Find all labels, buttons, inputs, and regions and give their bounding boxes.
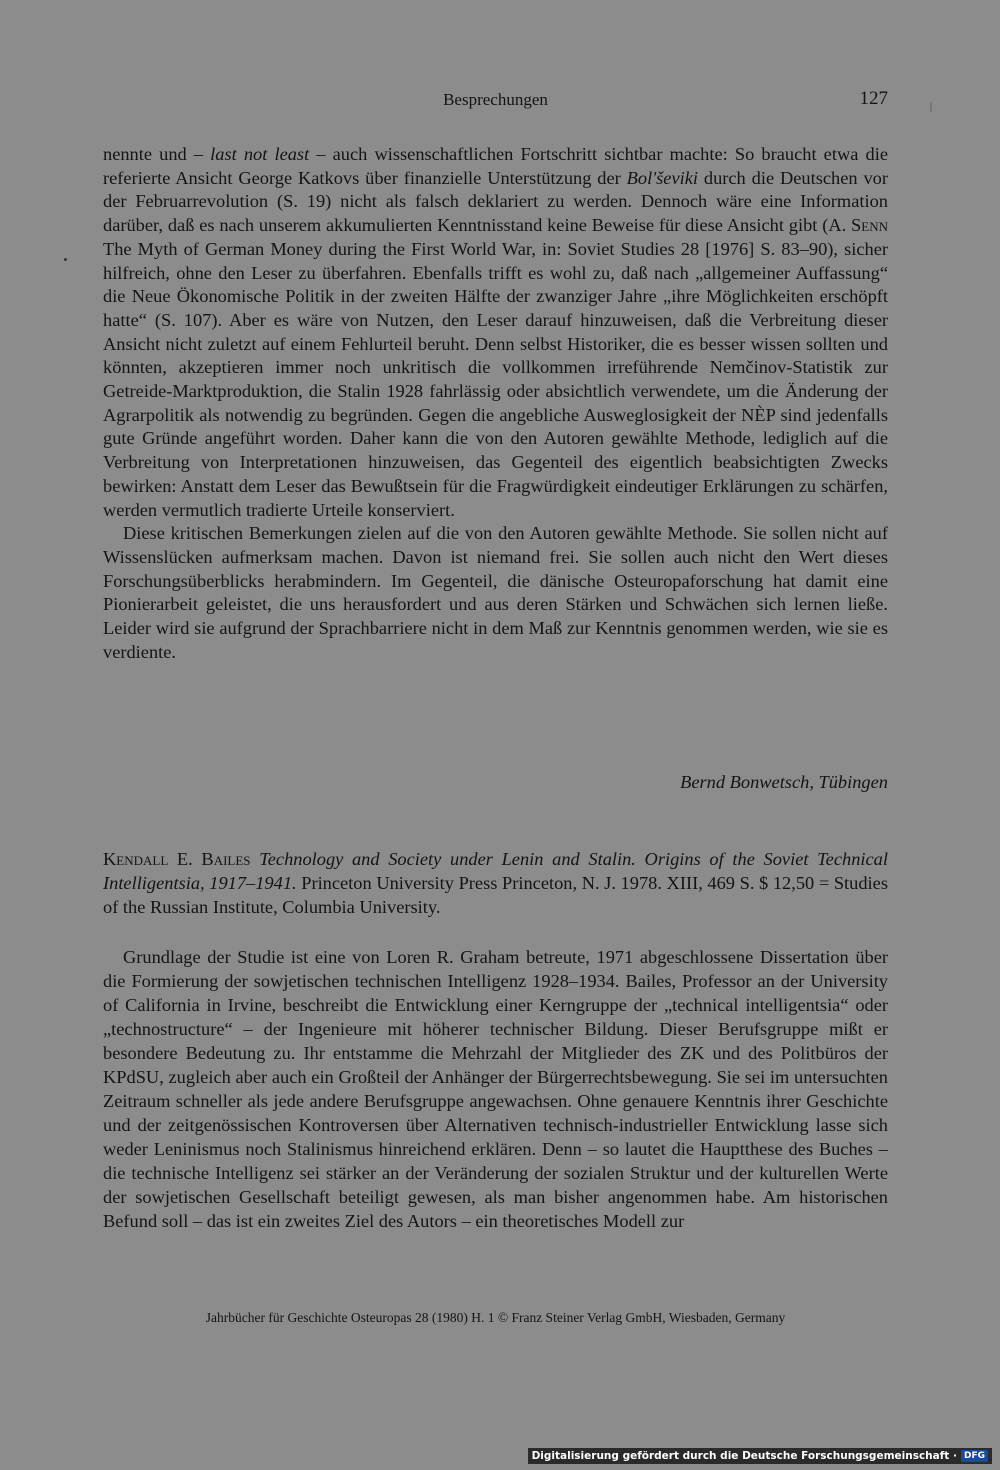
book-author: Kendall E. Bailes: [103, 849, 251, 869]
book-reference: [103, 847, 888, 919]
dfg-logo: DFG: [961, 1450, 988, 1462]
text-run: – auch wissenschaftlichen Fortschritt sichtbar machte: So braucht etwa die referierte Ansicht George Katkovs über finanzielle Unterstützung der: [103, 144, 888, 188]
review-continuation: [103, 143, 888, 664]
text-run: The Myth of German Money during the First World War, in: Soviet Studies 28 [1976] S. 83–90), sicher hilfreich, ohne den Leser zu überfahren. Ebenfalls trifft es wohl zu, daß nach „allgemeiner Auffassung“ die Neue Ökonomische Politik in der zweiten Hälfte der zwanziger Jahre „ihre Möglichkeiten erschöpft hatte“ (S. 107). Aber es wäre von Nutzen, den Leser darauf hinzuweisen, daß die Verbreitung dieser Ansicht nicht zuletzt auf einem Fehlurteil beruht. Denn selbst Historiker, die es besser wissen sollten und könnten, akzeptieren immer noch unkritisch die vollkommen irreführende Nemčinov-Statistik zur Getreide-Marktproduktion, die Stalin 1928 fahrlässig oder absichtlich verwendete, um die Änderung der Agrarpolitik als notwendig zu begründen. Gegen die angebliche Ausweglosigkeit der NÈP sind jedenfalls gute Gründe angeführt worden. Daher kann die von den Autoren gewählte Methode, lediglich auf die Verbreitung von Interpretationen hinzuweisen, das Gegenteil des eigentlich beabsichtigten Zwecks bewirken: Anstatt dem Leser das Bewußtsein für die Fragwürdigkeit eindeutiger Erklärungen zu schärfen, werden vermutlich tradierte Urteile konserviert.: [103, 238, 888, 520]
page-number: 127: [859, 88, 888, 109]
review-2-body: [103, 945, 888, 1233]
page-footer-citation: Jahrbücher für Geschichte Osteuropas 28 (1980) H. 1 © Franz Steiner Verlag GmbH, Wiesbaden, Germany: [205, 1310, 786, 1325]
running-head: [103, 88, 888, 114]
text-run: nennte und –: [103, 144, 211, 164]
dfg-banner: [528, 1448, 992, 1464]
text-run: durch die Deutschen vor der Februarrevolution (S. 19) nicht als falsch deklariert zu werden. Dennoch wäre eine Information darüber, daß es nach unserem akkumulierten Kenntnisstand keine Beweise für diese Ansicht gibt (A.: [103, 167, 888, 236]
book-title: Technology and Society under Lenin and Stalin. Origins of the Soviet Technical Intelligentsia, 1917–1941.: [103, 849, 888, 893]
review-2-paragraph-1: Grundlage der Studie ist eine von Loren R. Graham betreute, 1971 abgeschlossene Dissertation über die Formierung der sowjetischen technischen Intelligenz 1928–1934. Bailes, Professor an der University of California in Irvine, beschreibt die Entwicklung einer Kerngruppe der „technical intelligentsia“ oder „technostructure“ – der Ingenieure mit höherer technischer Bildung. Dieser Berufsgruppe mißt er besondere Bedeutung zu. Ihr entstamme die Mehrzahl der Mitglieder des ZK und des Politbüros der KPdSU, zugleich aber auch ein Großteil der Anhänger der Bürgerrechtsbewegung. Sie sei im untersuchten Zeitraum schneller als jede andere Berufsgruppe angewachsen. Ohne genauere Kenntnis ihrer Geschichte und der zeitgenössischen Kontroversen über Alternativen technisch-industrieller Entwicklung lasse sich weder Leninismus noch Stalinismus hinreichend erklären. Denn – so lautet die Hauptthese des Buches – die technische Intelligenz sei stärker an der Veränderung der sozialen Struktur und der kulturellen Werte der sowjetischen Gesellschaft beteiligt gewesen, als man bisher angenommen habe. Am historischen Befund soll – das ist ein zweites Ziel des Autors – ein theoretisches Modell zur: [103, 947, 888, 1231]
book-publication: Princeton University Press Princeton, N. J. 1978. XIII, 469 S. $ 12,50 = Studies of the Russian Institute, Columbia University.: [103, 873, 888, 917]
italic-run: Bol'ševiki: [626, 167, 698, 188]
small-caps-run: Senn: [851, 215, 888, 236]
review-paragraph-2: Diese kritischen Bemerkungen zielen auf die von den Autoren gewählte Methode. Sie sollen nicht auf Wissenslücken aufmerksam machen. Davon ist niemand frei. Sie sollen auch nicht den Wert dieses Forschungsüberblicks herabmindern. Im Gegenteil, die dänische Osteuropaforschung hat damit eine Pionierarbeit geleistet, die uns herausfordert und aus deren Stärken und Schwächen sich lernen ließe. Leider wird sie aufgrund der Sprachbarriere nicht in dem Maß zur Kenntnis genommen werden, wie sie es verdiente.: [103, 523, 888, 662]
reviewer-signature: Bernd Bonwetsch, Tübingen: [680, 772, 888, 792]
italic-run: last not least: [210, 144, 310, 164]
review-paragraph-1: [103, 143, 888, 522]
margin-tick: [930, 102, 932, 112]
dfg-banner-text: Digitalisierung gefördert durch die Deutsche Forschungsgemeinschaft ·: [531, 1450, 957, 1462]
running-title: Besprechungen: [443, 90, 548, 109]
margin-dot: [64, 258, 67, 261]
